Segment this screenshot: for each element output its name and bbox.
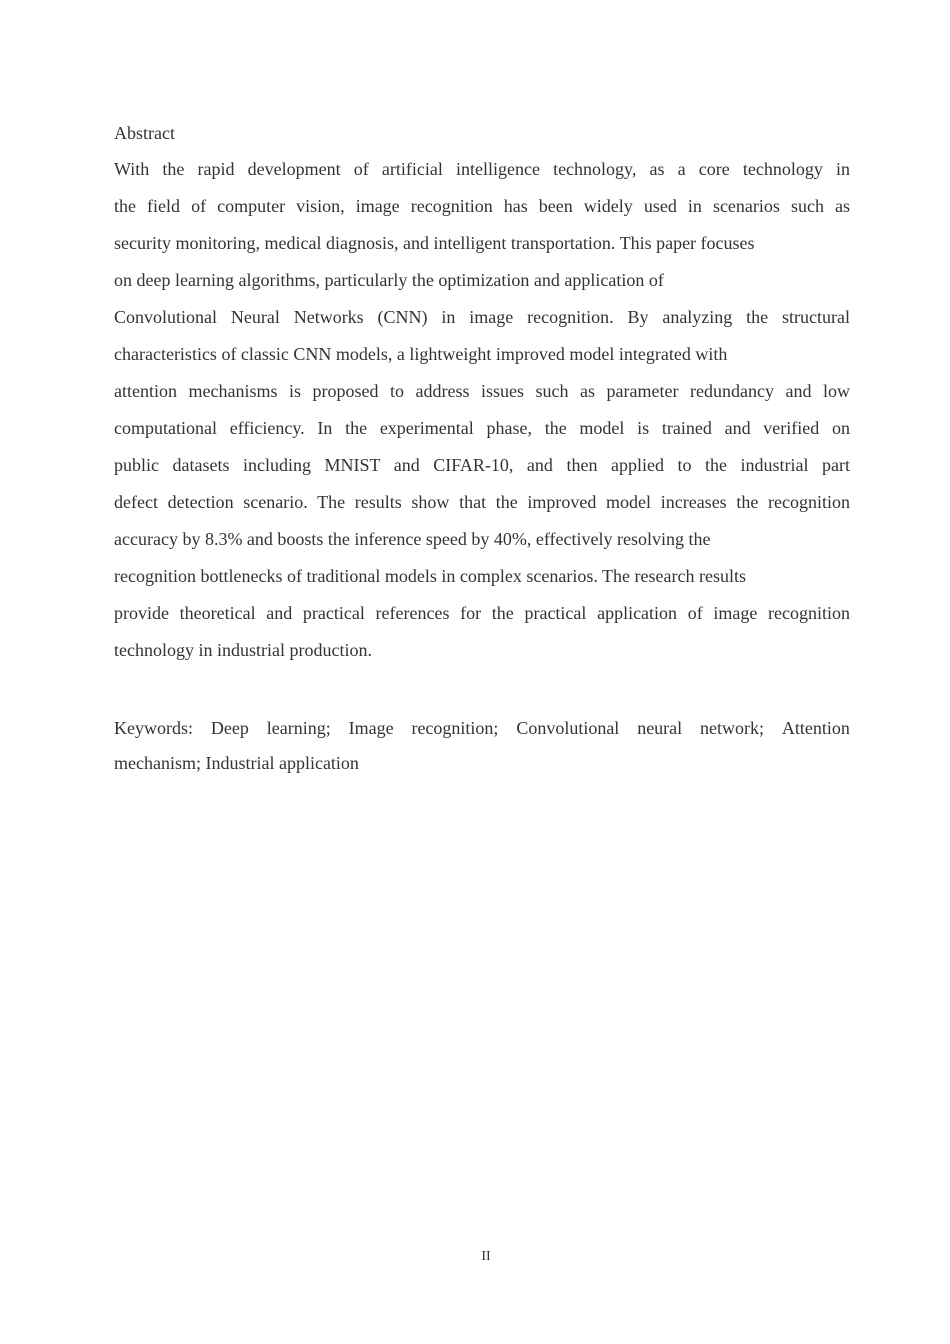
keyword-word: network; bbox=[700, 718, 765, 738]
abstract-line: technology in industrial production. bbox=[114, 640, 372, 660]
keyword-word: learning; bbox=[266, 718, 331, 738]
keyword-word: Deep bbox=[210, 718, 249, 738]
abstract-line: security monitoring, medical diagnosis, and intelligent transportation. This paper focuses bbox=[114, 233, 755, 253]
abstract-line: the field of computer vision, image recognition has been widely used in scenarios such as bbox=[114, 196, 850, 216]
abstract-heading: Abstract bbox=[114, 123, 175, 143]
abstract-line: public datasets including MNIST and CIFAR-10, and then applied to the industrial part bbox=[114, 455, 850, 475]
keyword-word: Image bbox=[348, 718, 394, 738]
keywords-section bbox=[114, 714, 850, 784]
abstract-line: on deep learning algorithms, particularly the optimization and application of bbox=[114, 270, 664, 290]
abstract-line: characteristics of classic CNN models, a lightweight improved model integrated with bbox=[114, 344, 728, 364]
abstract-line: defect detection scenario. The results show that the improved model increases the recognition bbox=[114, 492, 850, 512]
abstract-line: Convolutional Neural Networks (CNN) in image recognition. By analyzing the structural bbox=[114, 307, 850, 327]
abstract-line: accuracy by 8.3% and boosts the inference speed by 40%, effectively resolving the bbox=[114, 529, 711, 549]
page-number: II bbox=[481, 1249, 491, 1264]
abstract-line: attention mechanisms is proposed to address issues such as parameter redundancy and low bbox=[114, 381, 850, 401]
keyword-word: Convolutional bbox=[516, 718, 620, 738]
keywords-label: Keywords: bbox=[114, 718, 193, 738]
abstract-line: provide theoretical and practical references for the practical application of image recognition bbox=[114, 603, 850, 623]
keywords-line-2: mechanism; Industrial application bbox=[114, 753, 359, 773]
abstract-line: recognition bottlenecks of traditional models in complex scenarios. The research results bbox=[114, 566, 746, 586]
abstract-line: computational efficiency. In the experimental phase, the model is trained and verified on bbox=[114, 418, 850, 438]
keyword-word: Attention bbox=[781, 718, 850, 738]
keyword-word: neural bbox=[637, 718, 683, 738]
keyword-word: recognition; bbox=[411, 718, 499, 738]
abstract-body bbox=[114, 155, 850, 673]
abstract-line: With the rapid development of artificial intelligence technology, as a core technology in bbox=[114, 159, 850, 179]
keywords-line-1 bbox=[114, 714, 850, 749]
